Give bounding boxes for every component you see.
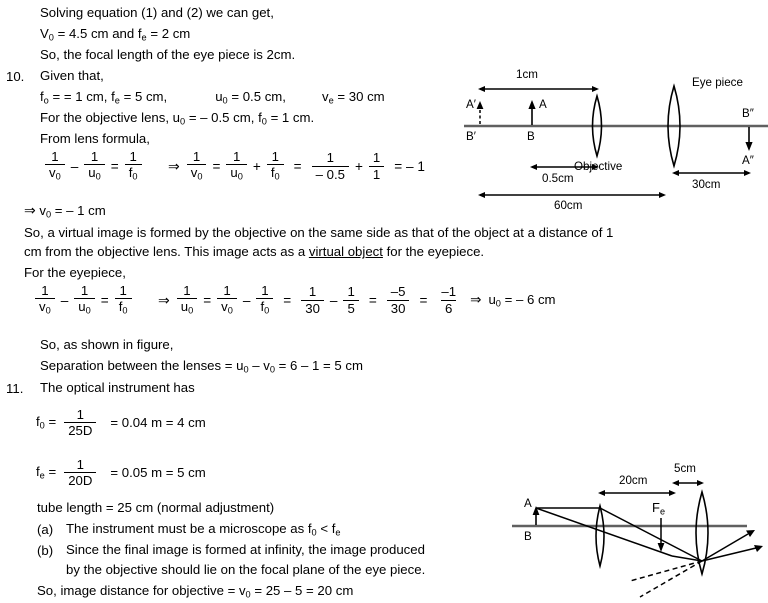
u0-subscript: 0 xyxy=(180,116,186,127)
dashed-construction-line-2 xyxy=(640,561,702,597)
fe-calculation xyxy=(36,458,206,487)
question-10-title: Given that, xyxy=(40,68,104,83)
microscope-ray-diagram-normal-adjustment xyxy=(512,462,768,603)
emergent-ray-2 xyxy=(702,548,756,561)
f0-calculation xyxy=(36,408,206,437)
lens-formula-equation-left xyxy=(42,150,145,182)
for-the-eyepiece-label: For the eyepiece, xyxy=(24,265,126,280)
dim-05cm-label: 0.5cm xyxy=(542,172,574,185)
eyepiece-formula-right xyxy=(158,284,556,316)
plus-operator: + xyxy=(252,158,261,174)
fe-subscript: e xyxy=(114,95,120,106)
dim-5cm-label: 5cm xyxy=(674,462,696,475)
a-label: A xyxy=(539,98,547,111)
equals-operator: = xyxy=(100,292,109,308)
implies-arrow: ⇒ xyxy=(158,291,170,308)
question-11-title: The optical instrument has xyxy=(40,380,195,395)
fraction-1-over-u0: $\frac{1}{u_0}$ xyxy=(74,284,94,316)
dim-1cm-label: 1cm xyxy=(516,68,538,81)
equation-result: = – 1 xyxy=(394,158,425,174)
u0-result: $u_0$ = – 6 cm xyxy=(488,291,556,309)
equals-operator: = xyxy=(419,292,428,308)
f0-result: = 0.04 m = 4 cm xyxy=(110,415,206,431)
dim-60cm-label: 60cm xyxy=(554,199,583,212)
minus-operator: – xyxy=(60,292,69,308)
minus-operator: – xyxy=(329,292,338,308)
question-10-number: 10. xyxy=(6,69,25,84)
equals-operator: = xyxy=(110,158,119,174)
dim-1cm-right-arrowhead xyxy=(592,86,599,92)
dim-30cm-right-arrowhead xyxy=(744,170,751,176)
final-image-arrowhead xyxy=(745,142,752,151)
a-double-prime-label: A″ xyxy=(742,154,754,167)
f0-subscript: o xyxy=(43,95,49,106)
equals-operator: = xyxy=(283,292,292,308)
a-prime-arrowhead xyxy=(477,101,484,109)
fraction-1-over-5: $\frac{1}{5}$ xyxy=(343,285,358,314)
intro-line-3: So, the focal length of the eye piece is 2cm. xyxy=(40,47,296,62)
dim-60cm-left-arrowhead xyxy=(478,192,485,198)
implies-arrow: ⇒ xyxy=(168,157,180,174)
dim-5cm-left-arrowhead xyxy=(672,480,679,486)
v-subscript: 0 xyxy=(48,32,54,43)
dim-60cm-right-arrowhead xyxy=(659,192,666,198)
b-prime-label: B′ xyxy=(466,130,476,143)
part-b-text-line2: by the objective should lie on the focal plane of the eye piece. xyxy=(66,562,426,577)
dashed-construction-line-1 xyxy=(630,561,702,581)
fraction-1-over-v0: $\frac{1}{v_0}$ xyxy=(187,150,207,182)
virtual-object-underlined: virtual object xyxy=(308,244,383,259)
dim-05cm-left-arrowhead xyxy=(530,164,537,170)
tube-length-line: tube length = 25 cm (normal adjustment) xyxy=(37,500,275,515)
emergent-ray-1 xyxy=(702,534,748,561)
dim-30cm-label: 30cm xyxy=(692,178,721,191)
separation-between-lenses-line: Separation between the lenses = $u_0 - v_0 = 6 - 1 = 5$ cm xyxy=(40,358,363,375)
ray-parallel-refracted xyxy=(600,508,702,561)
lens-formula-equation-right xyxy=(168,150,432,182)
as-shown-in-figure-line: So, as shown in figure, xyxy=(40,337,174,352)
part-b-marker: (b) xyxy=(37,543,54,558)
dim-5cm-right-arrowhead xyxy=(697,480,704,486)
fraction-1-over-u0: $\frac{1}{u_0}$ xyxy=(226,150,246,182)
b-label: B xyxy=(527,130,535,143)
microscope-image-formation-diagram xyxy=(464,68,768,212)
diagram2-svg xyxy=(512,478,768,603)
question-10-given-values: $f_o$ = = 1 cm, $f_e = 5$ cm, $u_0 = 0.5$ cm, $v_e = 30$ cm xyxy=(40,89,385,106)
fraction-1-over-v0: $\frac{1}{v_0}$ xyxy=(35,284,55,316)
equals-operator: = xyxy=(293,158,302,174)
virtual-image-paragraph-line1: So, a virtual image is formed by the objective on the same side as that of the object at a distance of 1 xyxy=(24,225,614,240)
fraction-1-over-f0: $\frac{1}{f_0}$ xyxy=(125,150,142,182)
dim-30cm-left-arrowhead xyxy=(672,170,679,176)
objective-label: Objective xyxy=(574,160,623,173)
from-lens-formula-label: From lens formula, xyxy=(40,131,150,146)
virtual-image-paragraph-line2: cm from the objective lens. This image acts as a virtual object for the eyepiece. xyxy=(24,244,485,259)
dim-20cm-right-arrowhead xyxy=(669,490,676,496)
u0-subscript: 0 xyxy=(222,95,228,106)
b-double-prime-label: B″ xyxy=(742,107,754,120)
question-11-number: 11. xyxy=(6,381,24,396)
ve-subscript: e xyxy=(328,95,334,106)
emergent-ray-1-arrowhead xyxy=(746,530,755,537)
fraction-1-over-v0: $\frac{1}{v_0}$ xyxy=(217,284,237,316)
dim-20cm-left-arrowhead xyxy=(598,490,605,496)
fraction-1-over-u0: $\frac{1}{u_0}$ xyxy=(177,284,197,316)
minus-operator: – xyxy=(242,292,251,308)
equals-operator: = xyxy=(203,292,212,308)
fraction-1-over-25D: $\frac{1}{25D}$ xyxy=(64,408,96,437)
dim-1cm-left-arrowhead xyxy=(478,86,485,92)
minus-operator: – xyxy=(70,158,79,174)
part-b-text-line1: Since the final image is formed at infinity, the image produced xyxy=(66,542,425,557)
plus-operator: + xyxy=(354,158,363,174)
fraction-1-over-u0: $\frac{1}{u_0}$ xyxy=(84,150,104,182)
f0-label: $f_0$ = xyxy=(36,414,57,431)
object-arrowhead xyxy=(528,100,535,109)
fraction-neg1-over-6: $\frac{-1}{6}$ xyxy=(441,284,457,316)
focal-point-fe-label: $F_e$ xyxy=(652,500,666,517)
fe-label: $f_e$ = xyxy=(36,464,57,481)
v0-result-line: ⇒ $v_0$ = – 1 cm xyxy=(24,202,106,220)
intro-line-1: Solving equation (1) and (2) we can get, xyxy=(40,5,274,20)
objective-lens xyxy=(596,506,604,566)
image-distance-result-line: So, image distance for objective = $v_0 = 25 - 5 = 20$ cm xyxy=(37,583,354,600)
part-a-marker: (a) xyxy=(37,522,54,537)
fraction-1-over-f0: $\frac{1}{f_0}$ xyxy=(256,284,273,316)
fe-subscript: e xyxy=(141,32,147,43)
fraction-1-over-1: $\frac{1}{1}$ xyxy=(369,151,384,180)
eyepiece-label: Eye piece xyxy=(692,76,743,89)
fraction-1-over-30: $\frac{1}{30}$ xyxy=(301,285,324,314)
fraction-1-over-f0: $\frac{1}{f_0}$ xyxy=(115,284,132,316)
intro-line-2: $V_0 = 4.5$ cm and $f_e = 2$ cm xyxy=(40,26,191,43)
b-label: B xyxy=(524,530,532,543)
question-10-objective-line: For the objective lens, $u_0$ = – 0.5 cm, $f_0 = 1$ cm. xyxy=(40,110,315,127)
fraction-1-over-v0: $\frac{1}{v_0}$ xyxy=(45,150,65,182)
fraction-neg5-over-30: $\frac{-5}{30}$ xyxy=(387,285,410,314)
dim-20cm-label: 20cm xyxy=(619,474,648,487)
fraction-1-over-f0: $\frac{1}{f_0}$ xyxy=(267,150,284,182)
fe-result: = 0.05 m = 5 cm xyxy=(110,465,206,481)
a-label: A xyxy=(524,497,532,510)
fraction-1-over-20D: $\frac{1}{20D}$ xyxy=(64,458,96,487)
part-a-text: The instrument must be a microscope as $f_0 < f_e$ xyxy=(66,521,341,538)
eyepiece-formula-left xyxy=(32,284,135,316)
diagram1-svg xyxy=(464,72,768,212)
a-prime-label: A′ xyxy=(466,98,476,111)
f0-subscript: 0 xyxy=(261,116,267,127)
implies-arrow: ⇒ xyxy=(470,292,482,307)
equals-operator: = xyxy=(368,292,377,308)
fraction-1-over-neg05: $\frac{1}{- 0.5}$ xyxy=(312,151,349,180)
equals-operator: = xyxy=(212,158,221,174)
